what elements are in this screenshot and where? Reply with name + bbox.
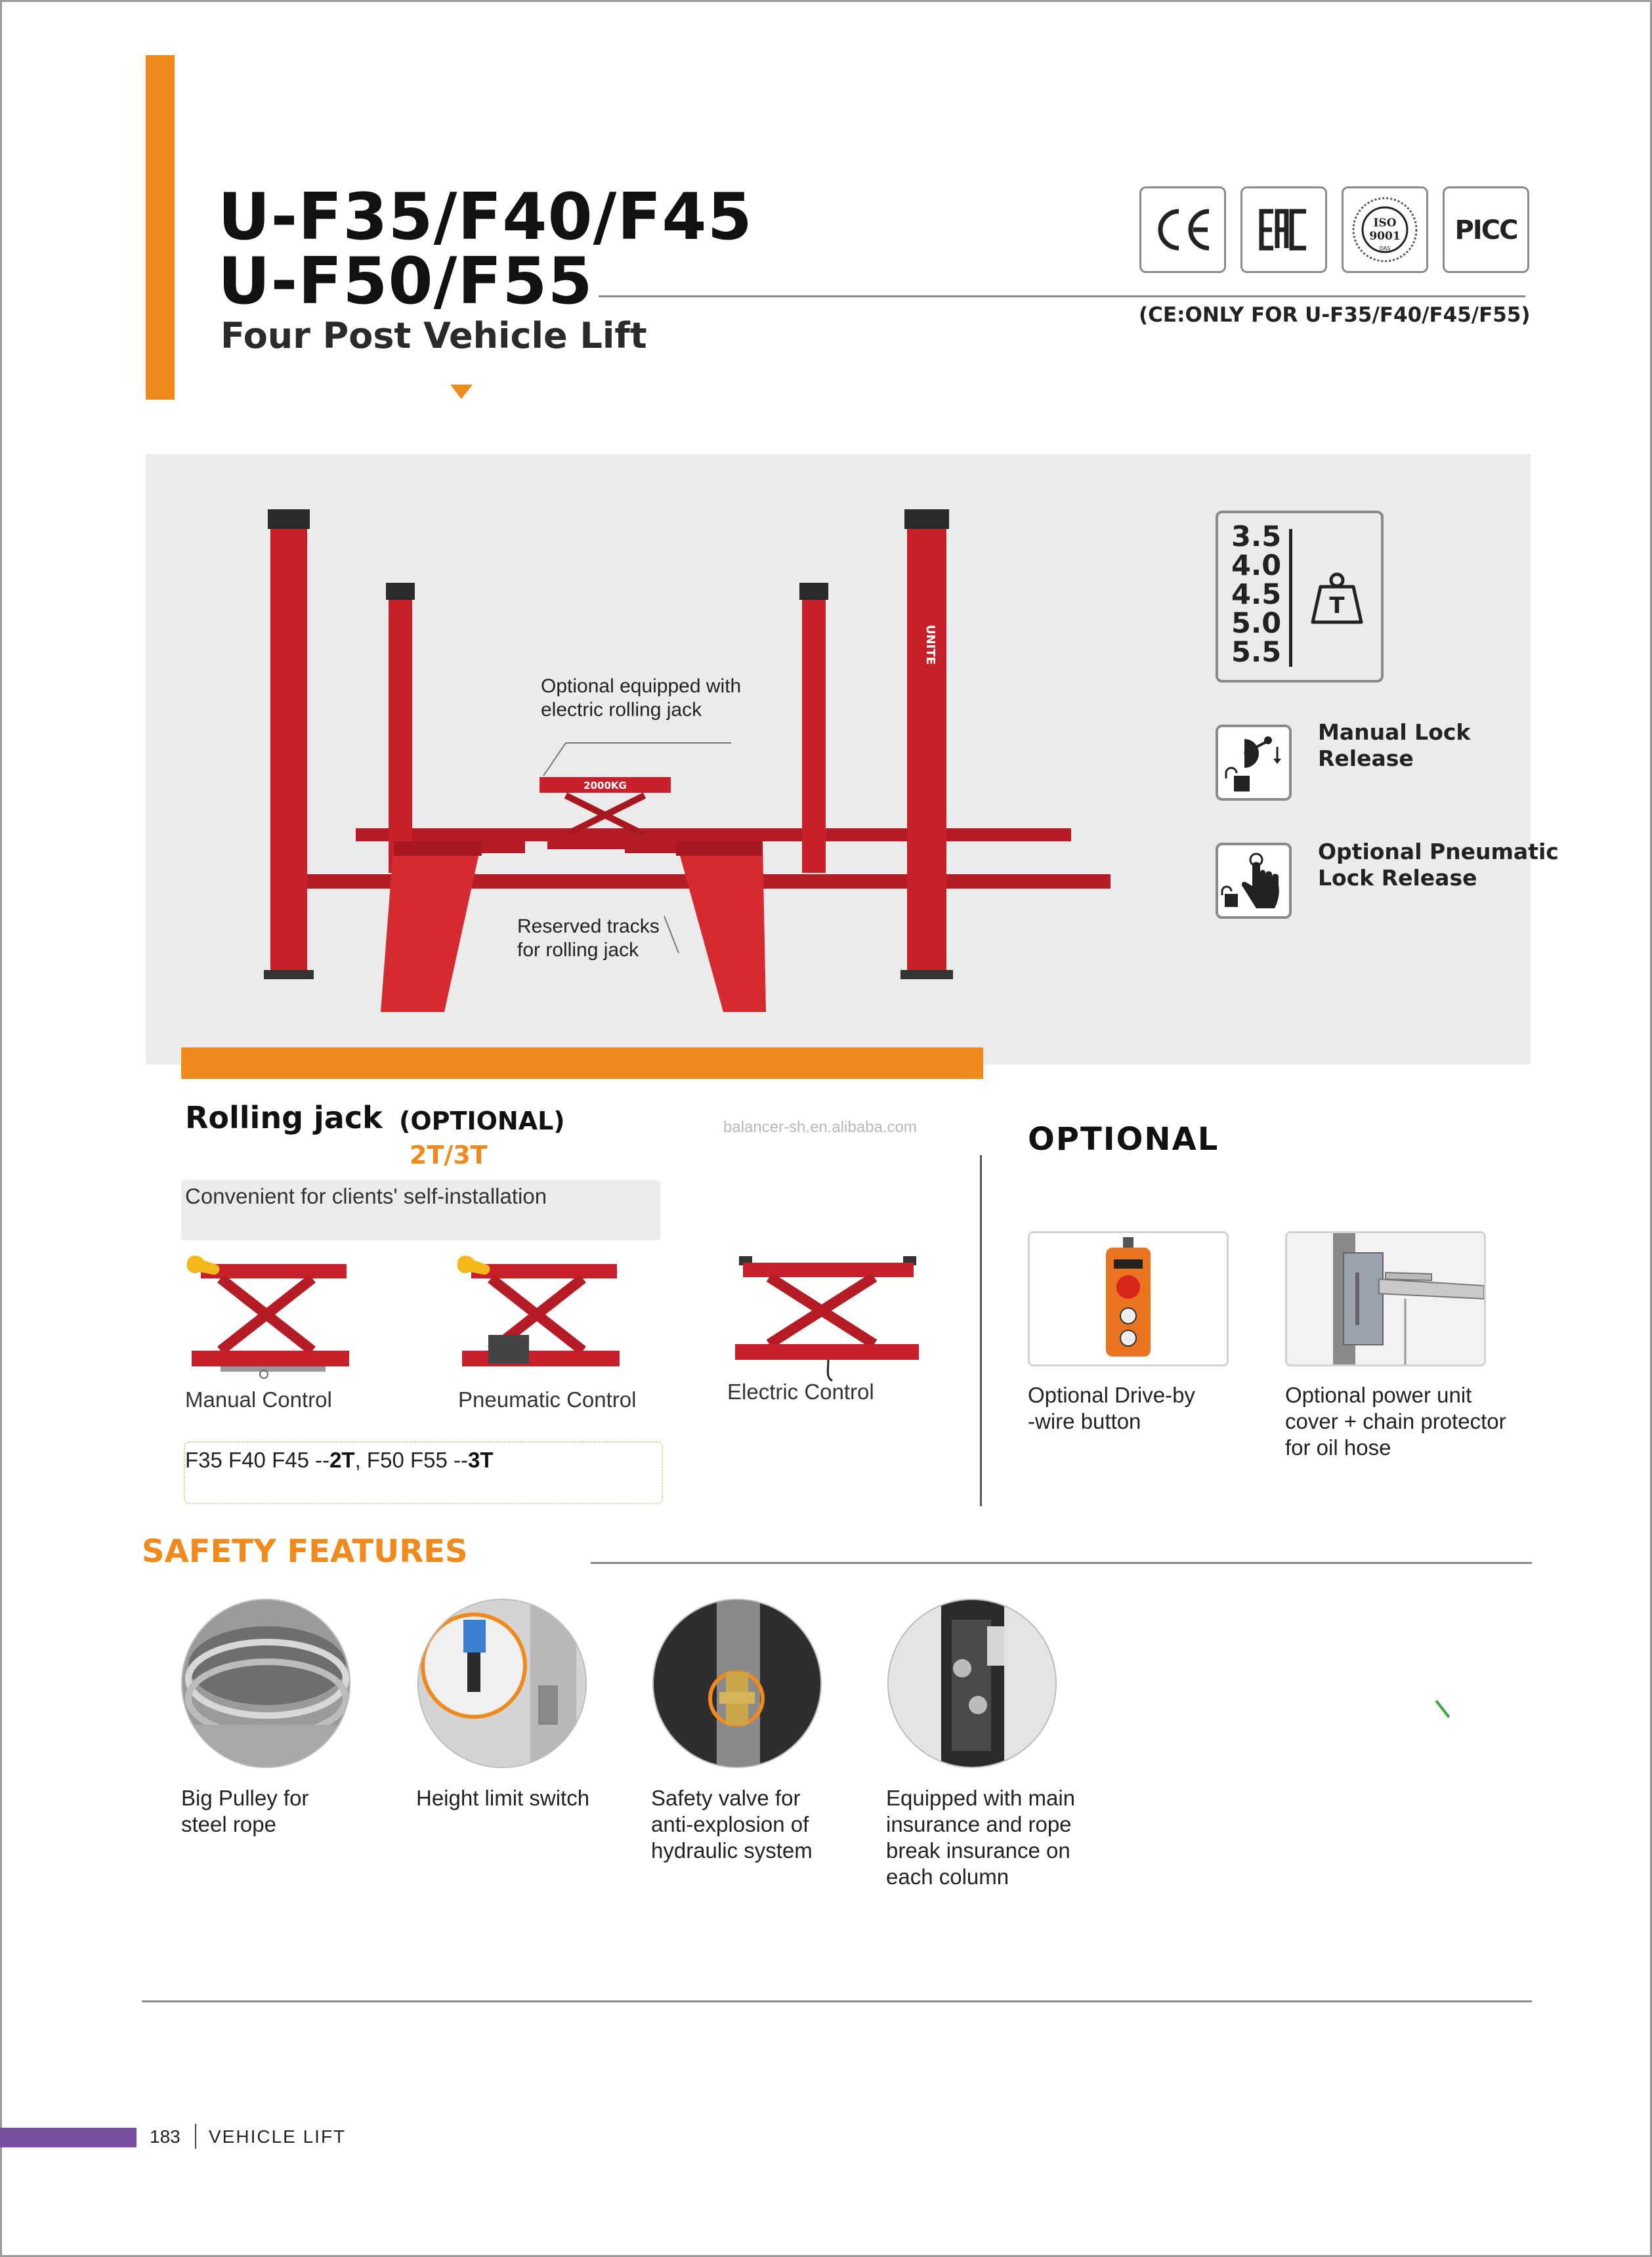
capacity-divider: [1289, 529, 1292, 667]
safety-label-valve: Safety valve for anti-explosion of hydraulic system: [651, 1786, 813, 1863]
jack-label-manual: Manual Control: [185, 1387, 332, 1412]
capacity-spec-box: [1216, 511, 1384, 683]
model-title-line-1: U-F35/F40/F45: [218, 180, 753, 255]
safety-label-insurance: Equipped with main insurance and rope break insurance on each column: [886, 1786, 1076, 1889]
safety-divider: [591, 1562, 1532, 1564]
column-insurance-image: [887, 1599, 1057, 1768]
pneumatic-jack-image: [452, 1252, 629, 1383]
model-title-line-2: U-F50/F55: [218, 244, 593, 319]
manual-jack-image: [181, 1252, 358, 1383]
accent-bar: [146, 55, 175, 400]
page-number: 183: [150, 2126, 180, 2147]
callout-reserved-tracks: Reserved tracks for rolling jack: [517, 916, 660, 961]
product-subtitle: Four Post Vehicle Lift: [221, 315, 647, 356]
optional-label-power-unit: Optional power unit cover + chain protector for oil hose: [1285, 1383, 1506, 1460]
weight-T-icon: [1307, 568, 1366, 627]
section-name: VEHICLE LIFT: [209, 2126, 347, 2147]
ce-note: (CE:ONLY FOR U-F35/F40/F45/F55): [1139, 303, 1531, 327]
capacity-3t: 3T: [467, 1448, 494, 1472]
convenient-text: Convenient for clients' self-installation: [185, 1184, 547, 1208]
pneumatic-lock-release-icon: [1216, 843, 1292, 919]
capacity-value: 5.5: [1231, 636, 1282, 669]
safety-label-limit-switch: Height limit switch: [416, 1786, 590, 1810]
pulley-image: [181, 1599, 350, 1768]
svg-text:DAS: DAS: [1379, 245, 1391, 251]
weight-unit: T: [1329, 593, 1345, 619]
rolling-jack-tonnage: 2T/3T: [410, 1141, 488, 1170]
jack-plate-label: 2000KG: [583, 780, 627, 791]
jack-label-pneumatic: Pneumatic Control: [458, 1387, 637, 1412]
capacity-value: 5.0: [1231, 607, 1282, 640]
header-divider: [599, 295, 1525, 297]
capacity-value: 3.5: [1231, 520, 1282, 553]
electric-jack-image: [730, 1252, 927, 1383]
safety-valve-image: [652, 1599, 822, 1768]
manual-lock-release-icon: [1216, 725, 1292, 801]
svg-text:9001: 9001: [1369, 230, 1401, 243]
rolling-jack-optional-tag: (OPTIONAL): [399, 1107, 565, 1135]
picc-logo-icon: [1443, 186, 1529, 273]
svg-text:ISO: ISO: [1373, 217, 1397, 230]
callout-rolling-jack: Optional equipped with electric rolling jack: [541, 675, 742, 721]
safety-features-title: SAFETY FEATURES: [142, 1533, 468, 1570]
power-unit-cover-image: [1285, 1231, 1486, 1366]
capacity-prefix: F35 F40 F45 --: [185, 1448, 330, 1472]
svg-text:PICC: PICC: [1454, 215, 1517, 245]
ce-mark-icon: [1139, 186, 1226, 273]
vertical-divider: [980, 1155, 982, 1506]
safety-label-pulley: Big Pulley for steel rope: [181, 1786, 309, 1836]
watermark: balancer-sh.en.alibaba.com: [723, 1118, 917, 1136]
rolling-jack-title: Rolling jack: [185, 1100, 383, 1135]
capacity-value: 4.5: [1231, 578, 1282, 611]
brand-label: UNITE: [923, 625, 937, 665]
down-triangle-icon: [450, 385, 473, 399]
capacity-mid: , F50 F55 --: [354, 1448, 468, 1472]
manual-lock-release-label: Manual Lock Release: [1318, 719, 1471, 771]
optional-title: OPTIONAL: [1028, 1121, 1219, 1158]
capacity-2t: 2T: [329, 1448, 355, 1472]
capacity-value: 4.0: [1231, 549, 1282, 582]
pendant-control-image: [1028, 1231, 1229, 1366]
jack-label-electric: Electric Control: [727, 1380, 874, 1404]
eac-mark-icon: [1240, 186, 1327, 273]
optional-label-drive-by-wire: Optional Drive-by -wire button: [1028, 1383, 1195, 1433]
limit-switch-image: [417, 1599, 587, 1768]
footer-divider: [142, 2000, 1532, 2002]
iso-9001-seal-icon: [1342, 186, 1428, 273]
capacity-note: [185, 1448, 494, 1473]
footer-accent-bar: [0, 2128, 137, 2147]
capacity-list: [1231, 522, 1281, 667]
pneumatic-lock-release-label: Optional Pneumatic Lock Release: [1318, 839, 1559, 891]
footer-separator: [195, 2124, 196, 2149]
section-accent-strip: [181, 1047, 983, 1079]
